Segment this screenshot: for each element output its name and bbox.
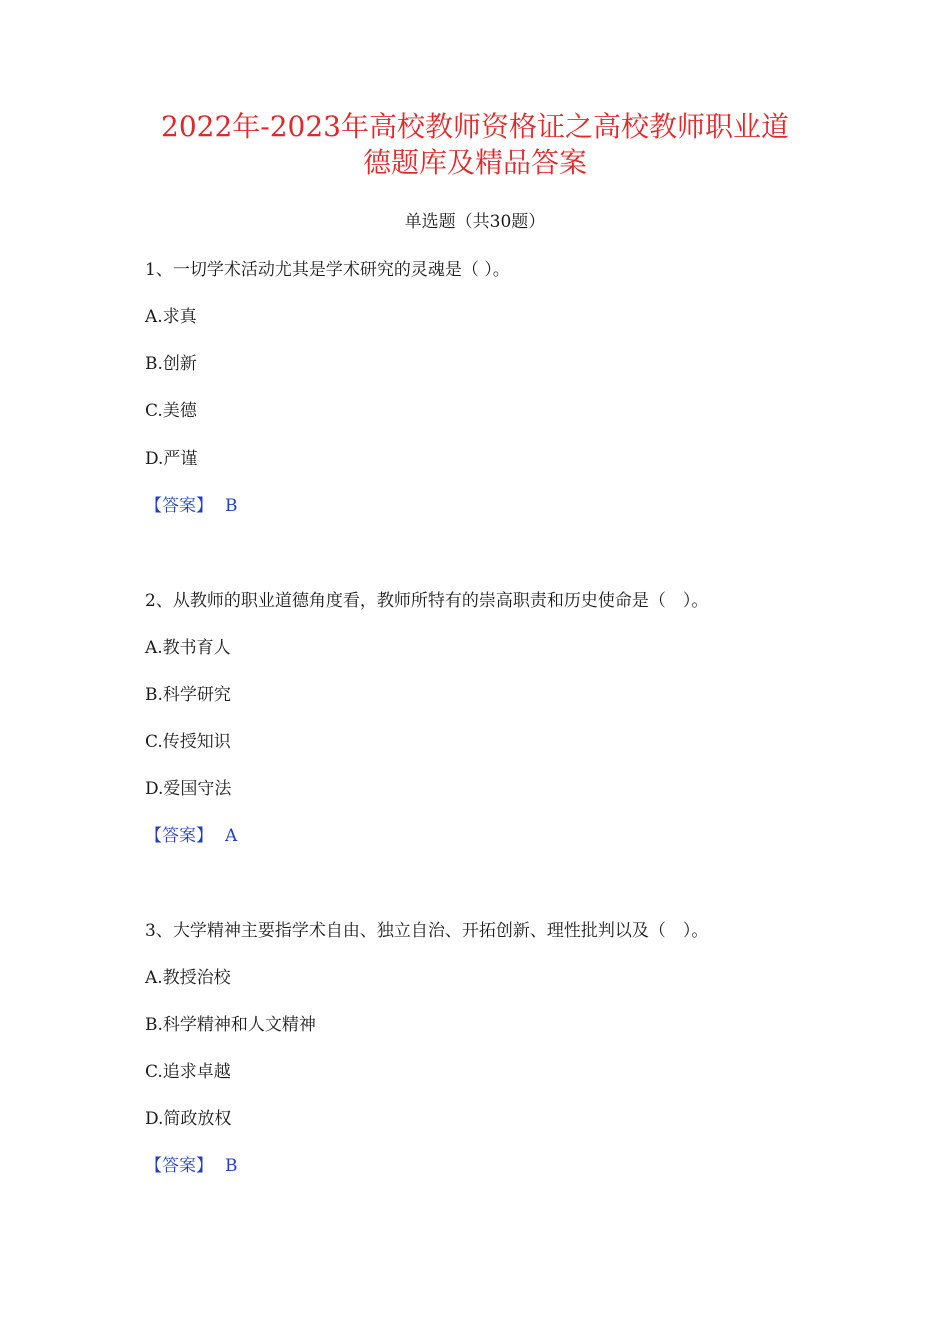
- question-1-stem: 1、一切学术活动尤其是学术研究的灵魂是（ ）。: [145, 260, 510, 280]
- answer-value: A: [225, 826, 238, 846]
- question-1-option-b: B.创新: [145, 354, 197, 374]
- answer-value: B: [225, 1156, 238, 1176]
- question-1-option-c: C.美德: [145, 401, 197, 421]
- document-title-line-1: 2022年-2023年高校教师资格证之高校教师职业道: [161, 110, 789, 143]
- question-2-option-c: C.传授知识: [145, 732, 231, 752]
- answer-value: B: [225, 496, 238, 516]
- question-2-answer: [145, 824, 237, 848]
- answer-label: 【答案】: [145, 496, 213, 516]
- question-2-option-d: D.爱国守法: [145, 779, 232, 799]
- question-3-option-c: C.追求卓越: [145, 1062, 231, 1082]
- question-1-option-d: D.严谨: [145, 449, 198, 469]
- question-3-option-a: A.教授治校: [145, 968, 231, 988]
- question-3-option-b: B.科学精神和人文精神: [145, 1015, 316, 1035]
- question-2-stem: 2、从教师的职业道德角度看，教师所特有的崇高职责和历史使命是（ ）。: [145, 591, 709, 611]
- question-3-stem: 3、大学精神主要指学术自由、独立自治、开拓创新、理性批判以及（ ）。: [145, 921, 709, 941]
- answer-label: 【答案】: [145, 1156, 213, 1176]
- question-2-option-a: A.教书育人: [145, 638, 231, 658]
- section-heading: 单选题（共30题）: [404, 212, 546, 232]
- question-2-option-b: B.科学研究: [145, 685, 231, 705]
- document-title-line-2: 德题库及精品答案: [362, 146, 587, 179]
- question-1-answer: [145, 494, 238, 518]
- question-3-answer: [145, 1154, 238, 1178]
- question-1-option-a: A.求真: [145, 307, 197, 327]
- answer-label: 【答案】: [145, 826, 213, 846]
- question-3-option-d: D.简政放权: [145, 1109, 232, 1129]
